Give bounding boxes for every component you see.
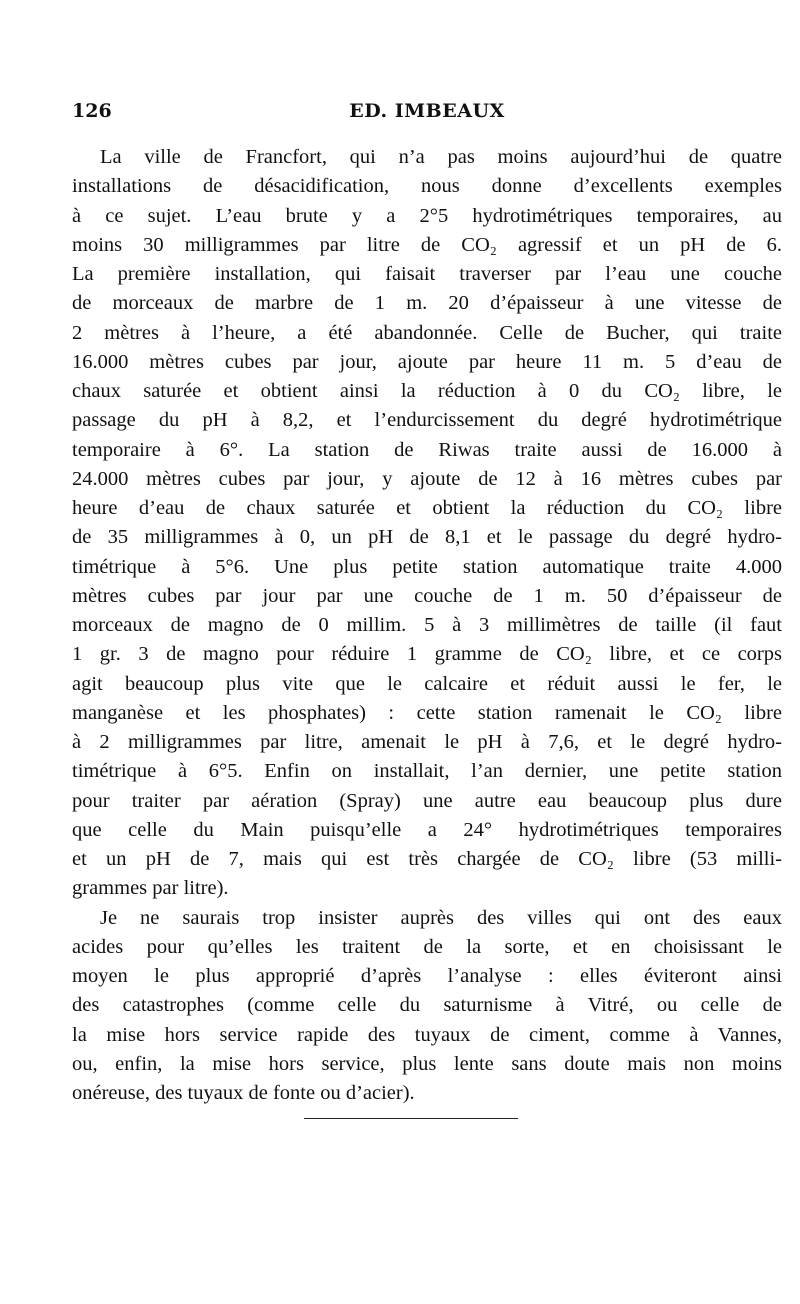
text-line: onéreuse, des tuyaux de fonte ou d’acier).: [72, 1082, 415, 1104]
text-line: des catastrophes (comme celle du saturnisme à Vitré, ou celle de: [72, 994, 782, 1017]
text-line: Je ne saurais trop insister auprès des villes qui ont des eaux: [100, 906, 782, 929]
text-line: la mise hors service rapide des tuyaux de ciment, comme à Vannes,: [72, 1023, 782, 1046]
text-line: agit beaucoup plus vite que le calcaire et réduit aussi le fer, le: [72, 672, 782, 695]
text-line: 2 mètres à l’heure, a été abandonnée. Celle de Bucher, qui traite: [72, 321, 782, 344]
text-line: de 35 milligrammes à 0, un pH de 8,1 et le passage du degré hydro-: [72, 526, 782, 549]
page-number: 126: [72, 100, 112, 122]
text-line: moyen le plus approprié d’après l’analyse : elles éviteront ainsi: [72, 965, 782, 987]
text-line: à ce sujet. L’eau brute y a 2°5 hydrotimétriques temporaires, au: [72, 204, 782, 227]
text-line: 1 gr. 3 de magno pour réduire 1 gramme de CO₂ libre, et ce corps: [72, 643, 782, 666]
text-line: pour traiter par aération (Spray) une autre eau beaucoup plus dure: [72, 789, 782, 812]
text-line: La ville de Francfort, qui n’a pas moins aujourd’hui de quatre: [100, 146, 782, 168]
text-line: grammes par litre).: [72, 877, 229, 900]
text-line: 24.000 mètres cubes par jour, y ajoute de 12 à 16 mètres cubes par: [72, 467, 782, 490]
text-line: timétrique à 5°6. Une plus petite station automatique traite 4.000: [72, 555, 782, 578]
text-line: 16.000 mètres cubes par jour, ajoute par heure 11 m. 5 d’eau de: [72, 350, 782, 373]
text-line: La première installation, qui faisait traverser par l’eau une couche: [72, 263, 782, 285]
text-line: morceaux de magno de 0 millim. 5 à 3 millimètres de taille (il faut: [72, 614, 782, 636]
text-line: passage du pH à 8,2, et l’endurcissement du degré hydrotimétrique: [72, 409, 782, 432]
paragraph-2: [72, 904, 782, 1109]
text-line: moins 30 milligrammes par litre de CO₂ agressif et un pH de 6.: [72, 233, 782, 256]
text-line: que celle du Main puisqu’elle a 24° hydrotimétriques temporaires: [72, 818, 782, 841]
page-header: [72, 100, 782, 130]
text-line: à 2 milligrammes par litre, amenait le pH à 7,6, et le degré hydro-: [72, 731, 782, 753]
text-line: timétrique à 6°5. Enfin on installait, l’an dernier, une petite station: [72, 760, 782, 783]
text-line: manganèse et les phosphates) : cette station ramenait le CO₂ libre: [72, 701, 782, 724]
end-rule: [304, 1118, 518, 1119]
text-line: chaux saturée et obtient ainsi la réduction à 0 du CO₂ libre, le: [72, 380, 782, 402]
text-line: ou, enfin, la mise hors service, plus lente sans doute mais non moins: [72, 1052, 782, 1075]
text-line: de morceaux de marbre de 1 m. 20 d’épaisseur à une vitesse de: [72, 292, 782, 315]
text-line: heure d’eau de chaux saturée et obtient la réduction du CO₂ libre: [72, 497, 782, 519]
text-line: installations de désacidification, nous donne d’excellents exemples: [72, 175, 782, 198]
text-line: acides pour qu’elles les traitent de la sorte, et en choisissant le: [72, 935, 782, 958]
paragraph-1: [72, 143, 782, 904]
body-text: [72, 143, 782, 1108]
text-line: mètres cubes par jour par une couche de 1 m. 50 d’épaisseur de: [72, 584, 782, 607]
text-line: temporaire à 6°. La station de Riwas traite aussi de 16.000 à: [72, 438, 782, 461]
running-head: ED. IMBEAUX: [349, 100, 505, 122]
text-line: et un pH de 7, mais qui est très chargée de CO₂ libre (53 milli-: [72, 848, 782, 870]
